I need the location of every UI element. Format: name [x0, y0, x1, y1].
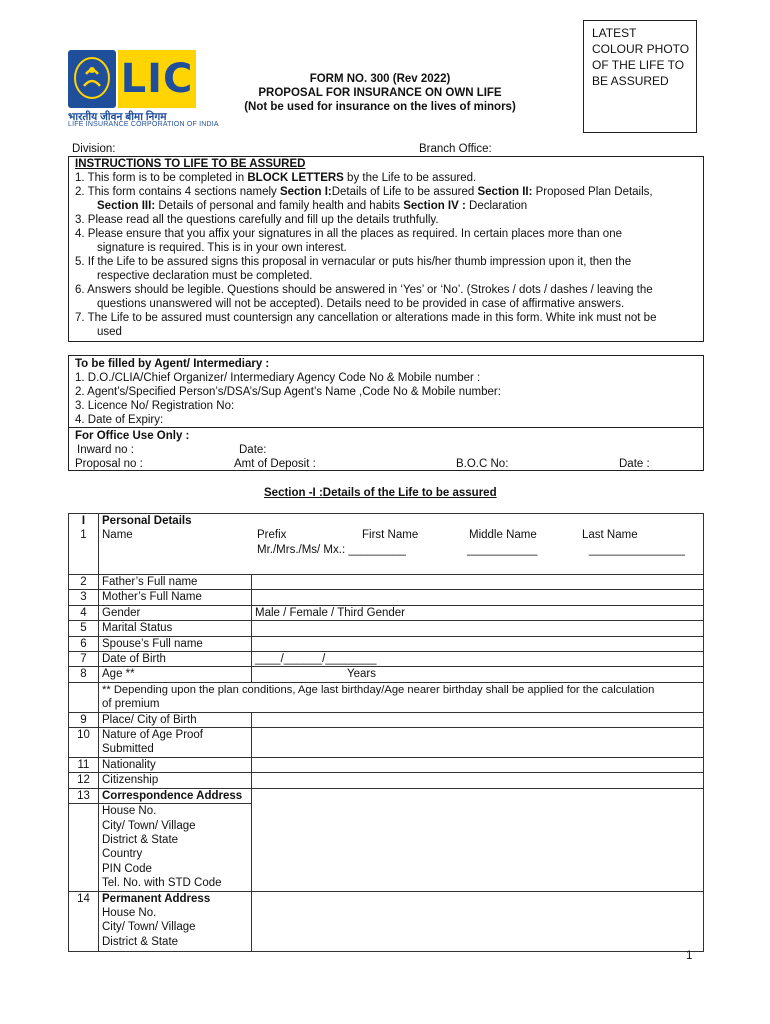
- dob-field[interactable]: ____/______/________: [252, 652, 704, 667]
- correspondence-address-field[interactable]: [252, 788, 704, 891]
- office-use-box: [68, 427, 704, 471]
- name-cell[interactable]: [99, 514, 704, 575]
- instructions-heading: INSTRUCTIONS TO LIFE TO BE ASSURED: [75, 158, 306, 170]
- gender-field[interactable]: Male / Female / Third Gender: [252, 605, 704, 620]
- lic-logo: [68, 50, 219, 130]
- mothers-name-field[interactable]: [252, 590, 704, 605]
- instruction-5-cont: respective declaration must be completed.: [97, 270, 313, 282]
- instruction-2-cont: Section III: Details of personal and family health and habits Section IV : Declaration: [97, 200, 528, 212]
- last-name-blank[interactable]: _______________: [589, 544, 685, 556]
- middle-name-blank[interactable]: ___________: [467, 544, 538, 556]
- table-row: 14 Permanent Address: [69, 891, 704, 906]
- nationality-field[interactable]: [252, 757, 704, 772]
- instruction-5: 5. If the Life to be assured signs this proposal in vernacular or puts his/her thumb impression upon it, then the: [75, 256, 632, 268]
- page-number: 1: [686, 950, 693, 962]
- photo-text-line: OF THE LIFE TO: [592, 58, 685, 72]
- table-row: 4 Gender Male / Female / Third Gender: [69, 605, 704, 620]
- table-row: District & State: [69, 935, 704, 952]
- office-heading: For Office Use Only :: [75, 430, 190, 442]
- age-proof-field[interactable]: [252, 728, 704, 758]
- place-of-birth-field[interactable]: [252, 712, 704, 727]
- marital-status-field[interactable]: [252, 621, 704, 636]
- agent-line-3[interactable]: 3. Licence No/ Registration No:: [75, 400, 235, 412]
- table-row: [69, 682, 704, 712]
- prefix-label: Prefix: [257, 529, 287, 541]
- fathers-name-field[interactable]: [252, 575, 704, 590]
- boc-no-field[interactable]: B.O.C No:: [456, 458, 509, 470]
- table-row: 3 Mother’s Full Name: [69, 590, 704, 605]
- age-note: ** Depending upon the plan conditions, Age last birthday/Age nearer birthday shall be applied for the calculation of premium: [99, 682, 704, 712]
- table-row: 6 Spouse’s Full name: [69, 636, 704, 651]
- instructions-box: [68, 156, 704, 342]
- instruction-2: 2. This form contains 4 sections namely Section I:Details of Life to be assured Section II: Proposed Plan Details,: [75, 186, 653, 198]
- instruction-1: 1. This form is to be completed in BLOCK LETTERS by the Life to be assured.: [75, 172, 477, 184]
- correspondence-heading: Correspondence Address: [99, 788, 252, 803]
- inward-no-field[interactable]: Inward no :: [77, 444, 134, 456]
- table-row: Tel. No. with STD Code: [69, 876, 704, 891]
- prefix-options[interactable]: Mr./Mrs./Ms/ Mx.: _________: [257, 544, 406, 556]
- table-row: 2 Father’s Full name: [69, 575, 704, 590]
- table-row: City/ Town/ Village: [69, 819, 704, 833]
- table-row: District & State: [69, 833, 704, 847]
- instruction-4-cont: signature is required. This is in your own interest.: [97, 242, 347, 254]
- form-title: PROPOSAL FOR INSURANCE ON OWN LIFE: [258, 87, 502, 99]
- form-number: FORM NO. 300 (Rev 2022): [309, 73, 451, 85]
- table-row: 12 Citizenship: [69, 773, 704, 788]
- personal-details-heading: Personal Details: [102, 515, 192, 527]
- last-name-label: Last Name: [582, 529, 638, 541]
- table-row: House No.: [69, 906, 704, 920]
- instruction-6: 6. Answers should be legible. Questions should be answered in ‘Yes’ or ‘No’. (Strokes / dots / dashes / leaving the: [75, 284, 653, 296]
- instruction-4: 4. Please ensure that you affix your signatures in all the places as required. In certain places more than one: [75, 228, 622, 240]
- office-date-field[interactable]: Date:: [239, 444, 267, 456]
- instruction-3: 3. Please read all the questions carefully and fill up the details truthfully.: [75, 214, 439, 226]
- table-row: [69, 514, 704, 575]
- instruction-7: 7. The Life to be assured must countersign any cancellation or alterations made in this form. White ink must not be: [75, 312, 657, 324]
- agent-heading: To be filled by Agent/ Intermediary :: [75, 358, 270, 370]
- proposal-no-field[interactable]: Proposal no :: [75, 458, 143, 470]
- photo-box[interactable]: [583, 20, 697, 133]
- instruction-7-cont: used: [97, 326, 122, 338]
- instruction-6-cont: questions unanswered will not be accepted). Details need to be provided in case of affirmative answers.: [97, 298, 625, 310]
- photo-text-line: BE ASSURED: [592, 74, 669, 88]
- table-row: Submitted: [69, 742, 704, 757]
- age-field[interactable]: Years: [252, 667, 704, 682]
- logo-hindi-text: भारतीय जीवन बीमा निगम: [68, 111, 167, 123]
- logo-english-text: LIFE INSURANCE CORPORATION OF INDIA: [68, 121, 219, 128]
- spouse-name-field[interactable]: [252, 636, 704, 651]
- form-subtitle: (Not be used for insurance on the lives of minors): [244, 101, 516, 113]
- division-label: Division:: [72, 143, 116, 155]
- branch-office-label: Branch Office:: [419, 143, 492, 155]
- roman-numeral: I 1: [69, 514, 99, 575]
- table-row: 10 Nature of Age Proof: [69, 728, 704, 743]
- photo-text-line: COLOUR PHOTO: [592, 42, 690, 56]
- first-name-label: First Name: [362, 529, 419, 541]
- table-row: House No.: [69, 804, 704, 819]
- boc-date-field[interactable]: Date :: [619, 458, 650, 470]
- middle-name-label: Middle Name: [469, 529, 537, 541]
- table-row: 11 Nationality: [69, 757, 704, 772]
- form-title-block: [230, 72, 530, 114]
- agent-line-1[interactable]: 1. D.O./CLIA/Chief Organizer/ Intermediary Agency Code No & Mobile number :: [75, 372, 481, 384]
- citizenship-field[interactable]: [252, 773, 704, 788]
- table-row: 9 Place/ City of Birth: [69, 712, 704, 727]
- deposit-amount-field[interactable]: Amt of Deposit :: [234, 458, 316, 470]
- table-row: PIN Code: [69, 862, 704, 876]
- agent-line-4[interactable]: 4. Date of Expiry:: [75, 414, 164, 426]
- table-row: Country: [69, 847, 704, 861]
- permanent-address-field[interactable]: [252, 891, 704, 951]
- name-label: Name: [102, 529, 133, 541]
- lic-emblem-icon: [68, 50, 116, 108]
- logo-wordmark: LIC: [118, 50, 196, 108]
- table-row: City/ Town/ Village: [69, 920, 704, 934]
- agent-line-2[interactable]: 2. Agent’s/Specified Person’s/DSA’s/Sup Agent’s Name ,Code No & Mobile number:: [75, 386, 501, 398]
- table-row: 8 Age ** Years: [69, 667, 704, 682]
- personal-details-table: [68, 513, 704, 952]
- section-1-title: Section -I :Details of the Life to be assured: [264, 487, 497, 499]
- photo-text-line: LATEST: [592, 26, 637, 40]
- agent-box: [68, 355, 704, 428]
- table-row: 7 Date of Birth ____/______/________: [69, 652, 704, 667]
- table-row: 5 Marital Status: [69, 621, 704, 636]
- table-row: 13 Correspondence Address: [69, 788, 704, 803]
- permanent-address-heading: Permanent Address: [99, 891, 252, 906]
